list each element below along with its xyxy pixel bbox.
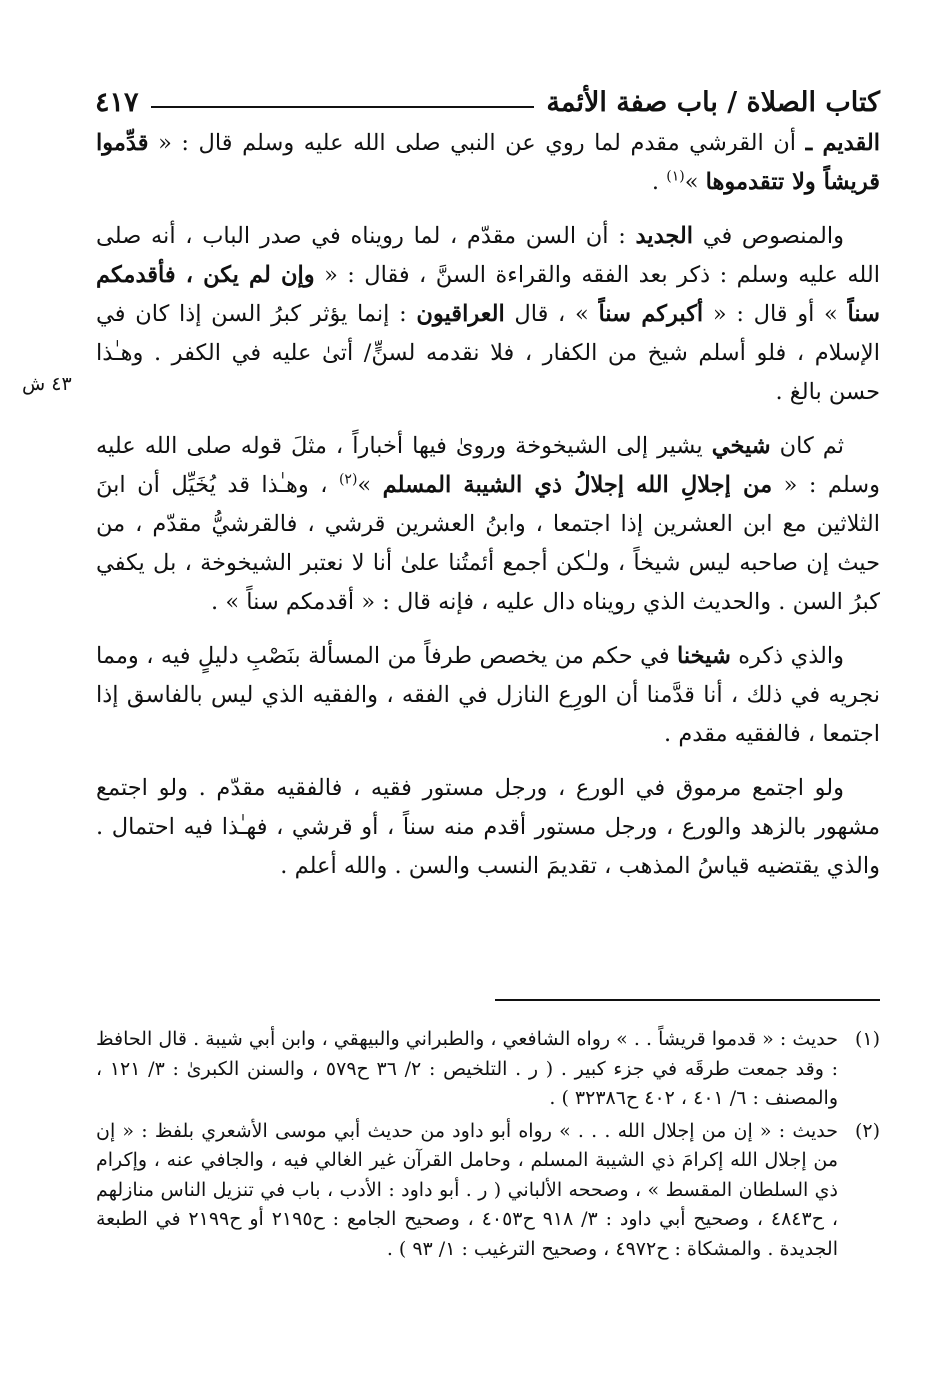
footnote-number: (١) [854, 1028, 880, 1050]
paragraph [96, 637, 880, 754]
margin-note: ٤٣ ش [22, 373, 72, 395]
bold-text: القديم ـ [805, 130, 880, 156]
bold-text: شيخنا [677, 643, 731, 669]
footnote-marker: (٢) [338, 471, 358, 488]
text-run: ثم كان [770, 433, 844, 459]
footnote-text: حديث : « قدموا قريشاً . . » رواه الشافعي ، والطبراني والبيهقي ، وابن أبي شيبة . قال الحافظ : وقد جمعت طرقَه في جزء كبير . ( ر . التلخيص : ٢/ ٣٦ ح٥٧٩ ، والسنن الكبرىٰ : ٣/ ١٢١ ، والمصنف : ٦/ ٤٠١ ، ٤٠٢ ح٣٢٣٨٦ ) . [96, 1028, 838, 1109]
text-run: » أو قال : « [703, 301, 848, 327]
text-run: والمنصوص في [693, 223, 844, 249]
page-number: ٤١٧ [95, 87, 139, 118]
text-run: : إنما يؤثر كبرُ السن إذا كان في الإسلام ، فلو أسلم شيخ من الكفار ، فلا نقدمه لسنٍّ/ أتىٰ عليه في الكفر . وهـٰذا حسن بالغ . [96, 301, 880, 405]
text-run: : أن السن مقدّم ، لما رويناه في صدر الباب ، أنه صلى الله عليه وسلم : ذكر بعد الفقه والقراءة السنَّ ، فقال : « [96, 223, 880, 288]
text-run: أن القرشي مقدم لما روي عن النبي صلى الله عليه وسلم قال : « [148, 130, 806, 156]
header-rule [151, 106, 535, 108]
footnote [96, 1025, 880, 1114]
text-run: والذي ذكره [730, 643, 844, 669]
footnote-number: (٢) [854, 1119, 880, 1142]
text-run: . [651, 169, 667, 195]
text-run: » [357, 472, 383, 498]
bold-text: العراقيون [416, 301, 505, 327]
running-title: كتاب الصلاة / باب صفة الأئمة [546, 87, 880, 118]
bold-text: أكبركم سناً [598, 301, 704, 327]
footnotes [96, 1025, 880, 1264]
footnote-text: حديث : « إن من إجلال الله . . . » رواه أبو داود من حديث أبي موسى الأشعري بلفظ : « إن من إجلال الله إكرامَ ذي الشيبة المسلم ، وحامل القرآن غير الغالي فيه ، والجافي عنه ، وإكرام ذي السلطان المقسط » ، وصححه الألباني ( ر . أبو داود : الأدب ، باب في تنزيل الناس منازلهم ، ح٤٨٤٣ ، وصحيح أبي داود : ٣/ ٩١٨ ح٤٠٥٣ ، وصحيح الجامع : ح٢١٩٥ أو ح٢١٩٩ في الطبعة الجديدة . والمشكاة : ح٤٩٧٢ ، وصحيح الترغيب : ١/ ٩٣ ) . [96, 1119, 838, 1260]
paragraph [96, 769, 880, 886]
paragraph [96, 217, 880, 412]
paragraph [96, 124, 880, 202]
bold-text: وإن لم يكن ، فأقدمكم سناً [96, 262, 880, 327]
bold-text: الجديد [635, 223, 694, 249]
footnote-marker: (١) [666, 168, 685, 185]
footnote-separator [495, 999, 880, 1001]
text-run: ، وهـٰذا قد يُخَيِّل أن ابنَ الثلاثين مع ابن العشرين إذا اجتمعا ، وابنُ العشرين قرشي ، فالقرشيُّ مقدّم ، من حيث إن صاحبه ليس شيخاً ، ولـٰكن أجمع أئمتُنا علىٰ أنا لا نعتبر الشيخوخة ، بل يكفي كبرُ السن . والحديث الذي رويناه دال عليه ، فإنه قال : « أقدمكم سناً » . [96, 472, 880, 615]
text-run: ولو اجتمع مرموق في الورع ، ورجل مستور فقيه ، فالفقيه مقدّم . ولو اجتمع مشهور بالزهد والورع ، ورجل مستور أقدم منه سناً ، أو قرشي ، فهـٰذا فيه احتمال . والذي يقتضيه قياسُ المذهب ، تقديمَ النسب والسن . والله أعلم . [96, 775, 880, 879]
page-header [95, 68, 880, 118]
paragraph [96, 427, 880, 622]
main-text [96, 124, 880, 886]
bold-text: قدِّموا قريشاً ولا تتقدموها [96, 130, 880, 195]
bold-text: من إجلالِ الله إجلالُ ذي الشيبة المسلم [382, 472, 773, 498]
text-run: في حكم من يخصص طرفاً من المسألة بنَصْبِ دليلٍ فيه ، ومما نجريه في ذلك ، أنا قدَّمنا أن الورِع النازل في الفقه ، والفقيه الذي ليس بالفاسق إذا اجتمعا ، فالفقيه مقدم . [96, 643, 880, 747]
footnote [96, 1117, 880, 1265]
text-run: » ، قال [504, 301, 599, 327]
text-run: » [684, 169, 706, 195]
bold-text: شيخي [711, 433, 771, 459]
text-run: يشير إلى الشيخوخة وروىٰ فيها أخباراً ، مثلَ قوله صلى الله عليه وسلم : « [96, 433, 880, 498]
